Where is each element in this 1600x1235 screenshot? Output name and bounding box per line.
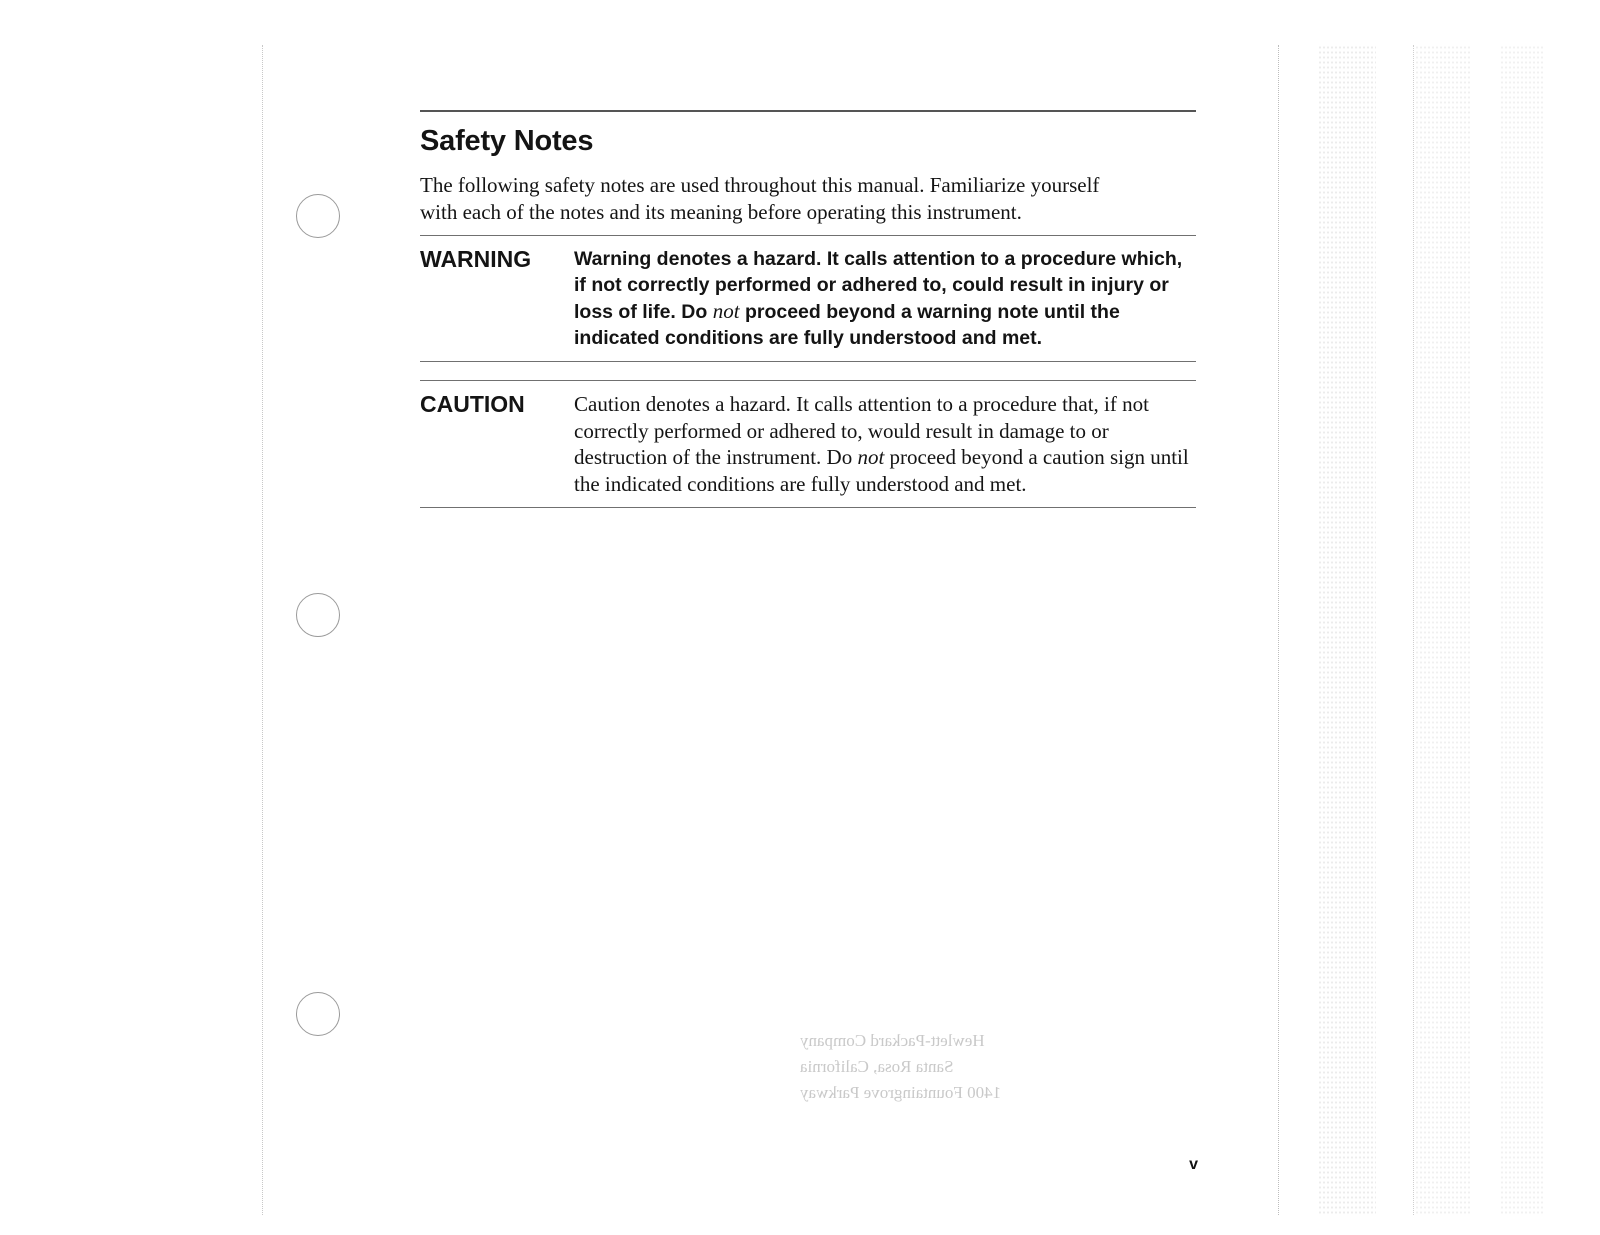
page-number: v (1189, 1156, 1198, 1173)
page-right-edge (1278, 45, 1279, 1215)
warning-text (574, 246, 1196, 351)
section-top-rule (420, 110, 1196, 112)
binder-hole-bottom (296, 992, 340, 1036)
binder-hole-middle (296, 593, 340, 637)
warning-emphasis: not (712, 299, 740, 323)
caution-text (574, 391, 1196, 497)
adjacent-page-bleed (1318, 45, 1376, 1215)
show-through-line: 1400 Fountaingrove Parkway (800, 1083, 1002, 1102)
binder-hole-top (296, 194, 340, 238)
adjacent-page-bleed (1415, 45, 1471, 1215)
caution-emphasis: not (857, 445, 885, 469)
adjacent-page-bleed (1500, 45, 1545, 1215)
caution-note (420, 381, 1196, 507)
warning-note (420, 236, 1196, 361)
warning-text-end: proceed beyond a warning note until the indicated conditions are fully understood and met. (574, 301, 1120, 349)
safety-notes-section (420, 110, 1196, 508)
adjacent-page-edge (1413, 45, 1414, 1215)
warning-text-start: Warning denotes a hazard. It calls attention to a procedure which, if not correctly performed or adhered to, could result in injury or loss of life. Do (574, 248, 1183, 323)
caution-bottom-rule (420, 507, 1196, 508)
show-through-line: Santa Rosa, California (800, 1057, 954, 1076)
show-through-text (800, 1028, 1190, 1106)
caution-text-end: proceed beyond a caution sign until the indicated conditions are fully understood and met. (574, 445, 1189, 496)
section-title: Safety Notes (420, 125, 594, 157)
warning-label: WARNING (420, 246, 532, 272)
intro-paragraph: The following safety notes are used throughout this manual. Familiarize yourself with each of the notes and its meaning before operating this instrument. (420, 173, 1100, 224)
caution-label: CAUTION (420, 391, 525, 417)
caution-text-start: Caution denotes a hazard. It calls attention to a procedure that, if not correctly performed or adhered to, would result in damage to or destruction of the instrument. Do (574, 392, 1149, 469)
page-left-edge (262, 45, 263, 1215)
show-through-line: Hewlett-Packard Company (800, 1031, 985, 1050)
